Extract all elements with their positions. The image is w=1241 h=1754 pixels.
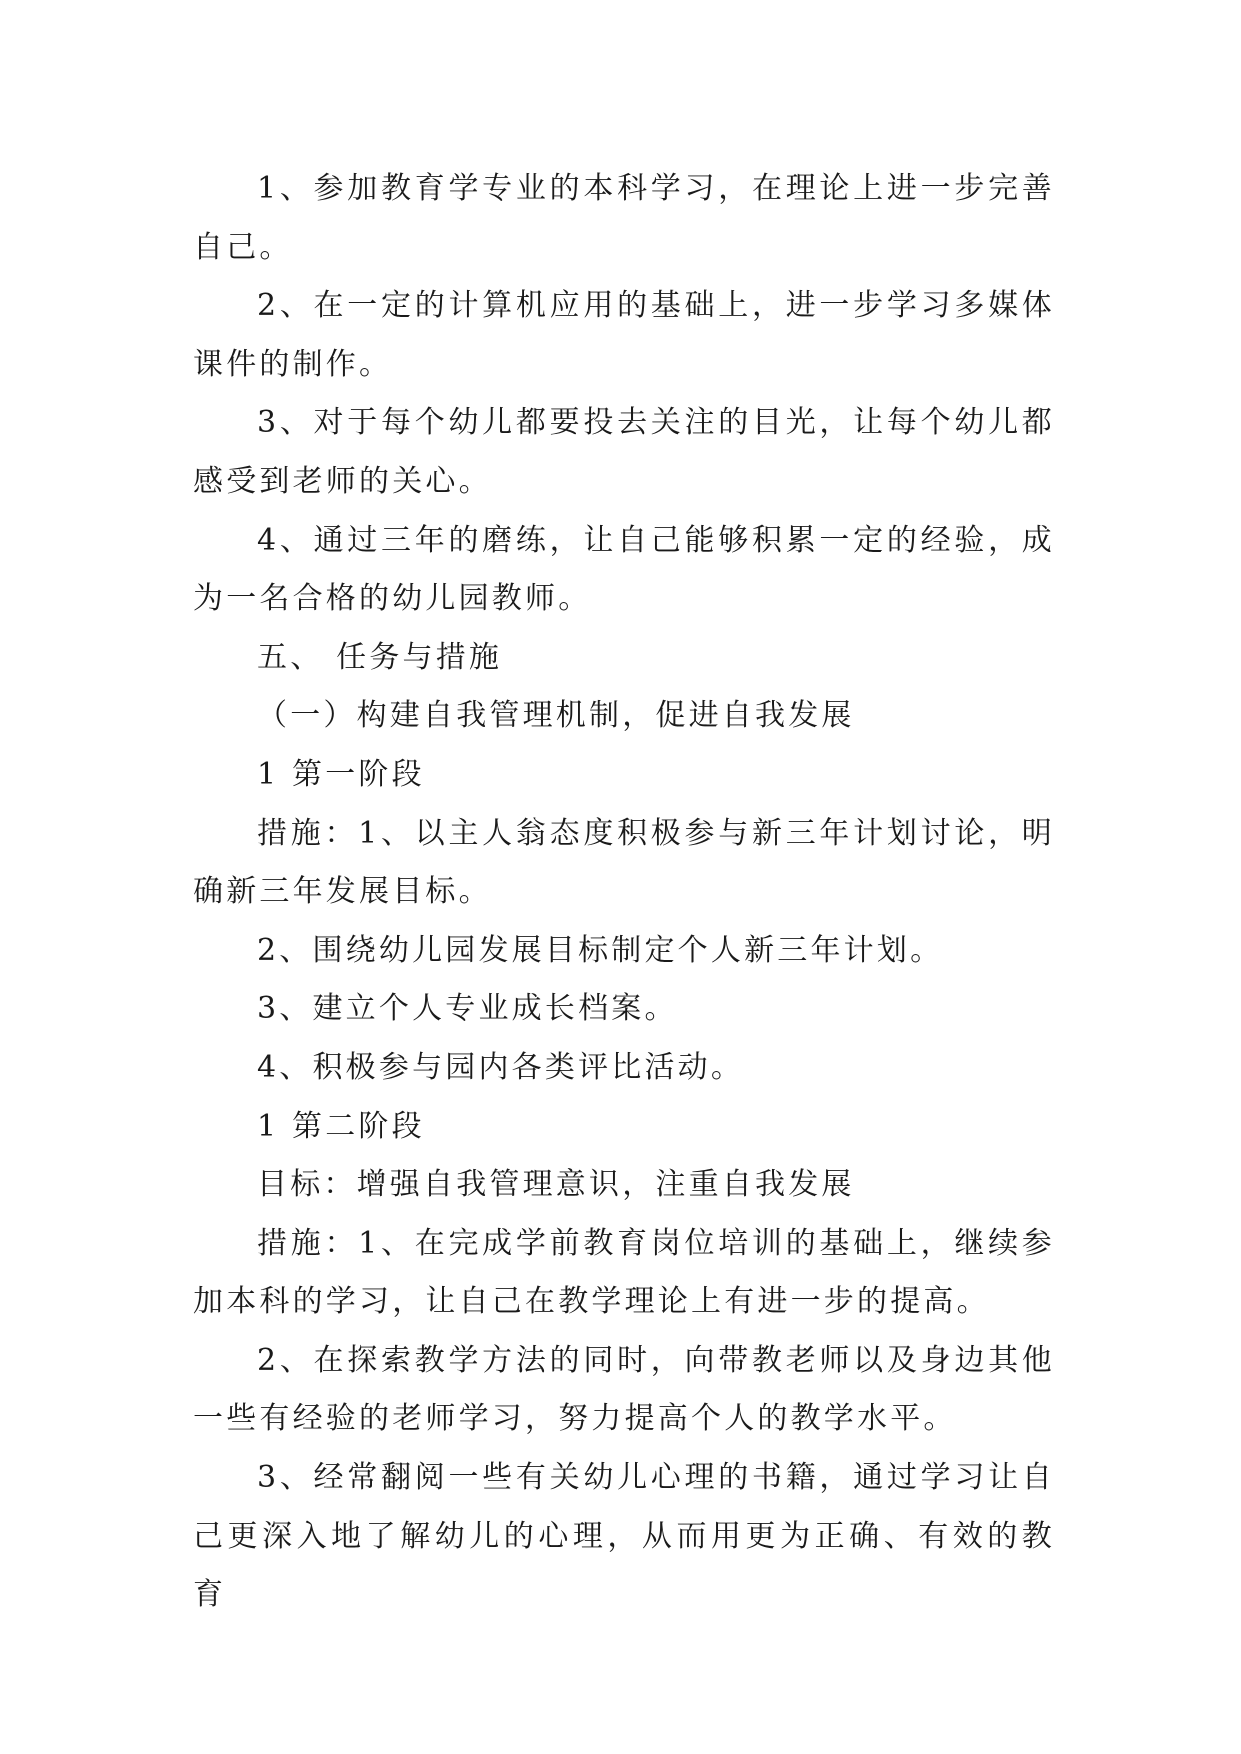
paragraph-stage2-measure-2: 2、在探索教学方法的同时，向带教老师以及身边其他一些有经验的老师学习，努力提高个人的教学水平。 xyxy=(193,1342,1055,1437)
paragraph-measure-2: 2、围绕幼儿园发展目标制定个人新三年计划。 xyxy=(257,932,944,968)
subsection-heading-self-management: （一）构建自我管理机制，促进自我发展 xyxy=(257,698,855,734)
section-heading-tasks: 五、 任务与措施 xyxy=(257,639,503,675)
paragraph-goal-4: 4、通过三年的磨练，让自己能够积累一定的经验，成为一名合格的幼儿园教师。 xyxy=(193,522,1055,617)
paragraph-measure-1: 措施：1、以主人翁态度积极参与新三年计划讨论，明确新三年发展目标。 xyxy=(193,815,1055,910)
paragraph-goal-3: 3、对于每个幼儿都要投去关注的目光，让每个幼儿都感受到老师的关心。 xyxy=(193,405,1055,499)
paragraph-measure-4: 4、积极参与园内各类评比活动。 xyxy=(257,1049,745,1085)
paragraph-goal-1: 1、参加教育学专业的本科学习，在理论上进一步完善自己。 xyxy=(193,171,1055,265)
paragraph-goal-2: 2、在一定的计算机应用的基础上，进一步学习多媒体课件的制作。 xyxy=(193,288,1055,382)
document-page xyxy=(193,160,1055,1625)
paragraph-stage2-measure-3: 3、经常翻阅一些有关幼儿心理的书籍，通过学习让自己更深入地了解幼儿的心理，从而用更为正确、有效的教育 xyxy=(193,1460,1055,1613)
paragraph-stage-goal: 目标：增强自我管理意识，注重自我发展 xyxy=(257,1167,855,1203)
paragraph-measure-3: 3、建立个人专业成长档案。 xyxy=(257,991,678,1027)
paragraph-stage2-measure-1: 措施：1、在完成学前教育岗位培训的基础上，继续参加本科的学习，让自己在教学理论上有进一步的提高。 xyxy=(193,1225,1055,1320)
stage-heading-second: 1 第二阶段 xyxy=(257,1108,425,1144)
stage-heading-first: 1 第一阶段 xyxy=(257,756,425,792)
